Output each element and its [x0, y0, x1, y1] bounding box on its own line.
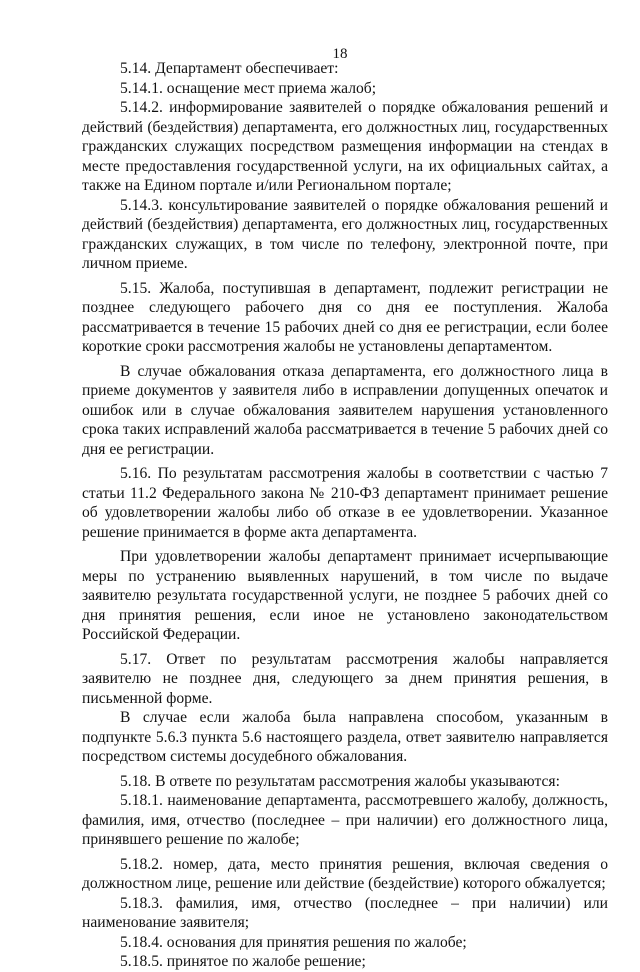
paragraph-5-17: 5.17. Ответ по результатам рассмотрения жалобы направляется заявителю не позднее дня, следующего за днем принятия решения, в письменной форме. — [82, 650, 608, 707]
paragraph-5-18: 5.18. В ответе по результатам рассмотрения жалобы указываются: — [120, 772, 560, 790]
paragraph-5-14-2: 5.14.2. информирование заявителей о порядке обжалования решений и действий (бездействия) департамента, его должностных лиц, государственных гражданских служащих посредством размещения информации на стендах в месте предоставления государственной услуги, на их официальных сайтах, а также на Едином портале и/или Региональном портале; — [82, 99, 608, 194]
paragraph-5-18-1: 5.18.1. наименование департамента, рассмотревшего жалобу, должность, фамилия, имя, отчество (последнее – при наличии) его должностного лица, принявшего решение по жалобе; — [82, 792, 608, 848]
paragraph-5-15: 5.15. Жалоба, поступившая в департамент, подлежит регистрации не позднее следующего рабочего дня со дня ее поступления. Жалоба рассматривается в течение 15 рабочих дней со дня ее регистрации, если более короткие сроки рассмотрения жалобы не установлены департаментом. — [82, 279, 608, 355]
paragraph-5-16: 5.16. По результатам рассмотрения жалобы в соответствии с частью 7 статьи 11.2 Федерального закона № 210-ФЗ департамент принимает решение об удовлетворении жалобы либо об отказе в ее удовлетворении. Указанное решение принимается в форме акта департамента. — [82, 465, 608, 541]
paragraph-5-18-5: 5.18.5. принятое по жалобе решение; — [120, 953, 366, 970]
paragraph-5-18-2: 5.18.2. номер, дата, место принятия решения, включая сведения о должностном лице, решение или действие (бездействие) которого обжалуется; — [82, 855, 608, 892]
paragraph-5-14: 5.14. Департамент обеспечивает: — [120, 60, 339, 77]
paragraph-5-16-satisfaction: При удовлетворении жалобы департамент принимает исчерпывающие меры по устранению выявленных нарушений, в том числе по выдаче заявителю результата государственной услуги, не позднее 5 рабочих дней со дня принятия решения, если иное не установлено законодательством Российской Федерации. — [82, 548, 608, 643]
paragraph-5-14-3: 5.14.3. консультирование заявителей о порядке обжалования решений и действий (бездействия) департамента, его должностных лиц, государственных гражданских служащих, в том числе по телефону, электронной почте, при личном приеме. — [82, 196, 608, 272]
paragraph-5-18-3: 5.18.3. фамилия, имя, отчество (последнее – при наличии) или наименование заявителя; — [82, 894, 608, 931]
page-number: 18 — [332, 46, 348, 62]
paragraph-5-18-4: 5.18.4. основания для принятия решения по жалобе; — [120, 933, 467, 951]
paragraph-5-15-appeal-refusal: В случае обжалования отказа департамента, его должностного лица в приеме документов у заявителя либо в исправлении допущенных опечаток и ошибок или в случае обжалования заявителем нарушения установленного срока таких исправлений жалоба рассматривается в течение 5 рабочих дней со дня ее регистрации. — [82, 362, 608, 458]
document-body — [82, 59, 608, 972]
paragraph-5-17-pretrial-system: В случае если жалоба была направлена способом, указанным в подпункте 5.6.3 пункта 5.6 настоящего раздела, ответ заявителю направляется посредством системы досудебного обжалования. — [82, 709, 608, 765]
paragraph-5-14-1: 5.14.1. оснащение мест приема жалоб; — [120, 79, 377, 97]
